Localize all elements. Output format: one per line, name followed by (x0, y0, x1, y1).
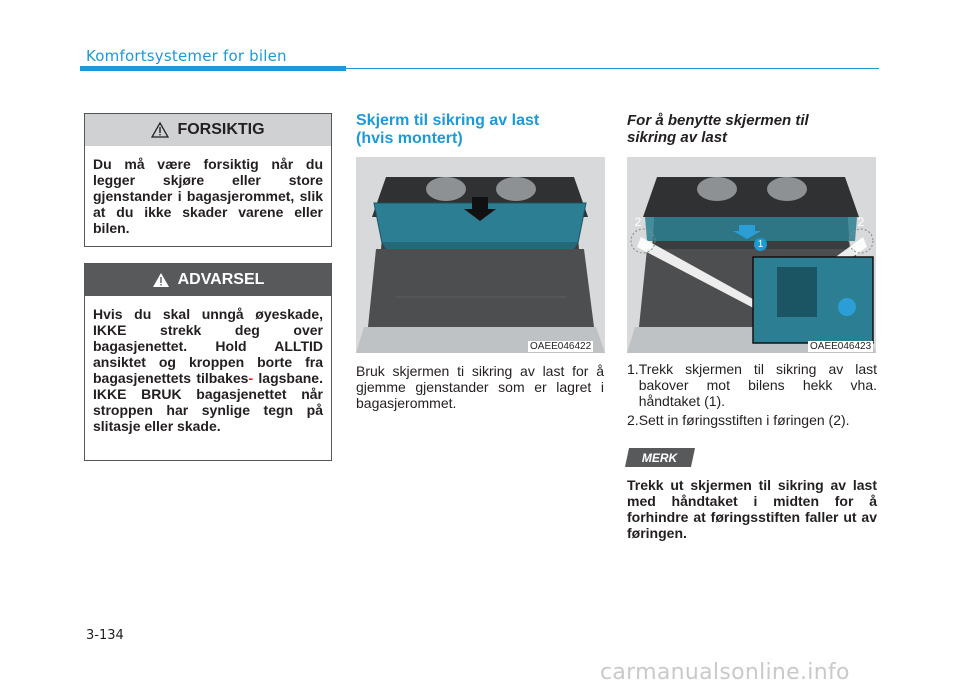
section-header: Komfortsystemer for bilen (86, 47, 287, 65)
caution-title: FORSIKTIG (177, 121, 265, 138)
caution-box (84, 113, 332, 247)
usage-title: For å benytte skjermen til sikring av last (627, 112, 809, 146)
warning-title: ADVARSEL (177, 271, 265, 288)
callout-2-left: 2 (634, 215, 642, 229)
warning-triangle-icon (151, 122, 169, 138)
usage-photo-code: OAEE046423 (810, 341, 872, 352)
step-2: 2. Sett in føringsstiften i føringen (2). (627, 412, 850, 428)
warning-triangle-icon (152, 272, 170, 288)
header-rule (346, 68, 879, 69)
warning-text: Hvis du skal unngå øyeskade, IKKE strekk deg over bagasjenettet. Hold ALLTID ansiktet og kroppen borte fra bagasjenettets tilbakes- lagsbane. IKKE BRUK bagasjenettet når stroppen har synlige tegn på slitasje eller skade. (93, 306, 323, 434)
header-accent-bar (80, 66, 346, 71)
page-number: 3-134 (86, 628, 124, 643)
step-1: 1. Trekk skjermen til sikring av last bakover mot bilens hekk vha. håndtaket (1). (627, 361, 877, 409)
warning-box (84, 263, 332, 461)
photo-code: OAEE046422 (530, 341, 592, 352)
section-description: Bruk skjermen ti sikring av last for å gjemme gjenstander som er lagret i bagasjerommet. (356, 363, 604, 411)
caution-text: Du må være forsiktig når du legger skjøre eller store gjenstander i bagasjerommet, slik at du ikke skader varene eller bilen. (93, 156, 323, 236)
caution-header (85, 114, 331, 146)
warning-header (85, 264, 331, 296)
watermark: carmanualsonline.info (600, 660, 850, 685)
callout-2-right: 2 (857, 215, 865, 229)
cargo-cover-photo (356, 157, 605, 353)
section-title: Skjerm til sikring av last (hvis montert) (356, 112, 540, 147)
note-text: Trekk ut skjermen til sikring av last med håndtaket i midten for å forhindre at føringsstiften faller ut av føringen. (627, 477, 877, 541)
cargo-cover-usage-photo (627, 157, 876, 353)
note-label: MERK (625, 448, 695, 467)
callout-1: 1 (754, 238, 767, 251)
